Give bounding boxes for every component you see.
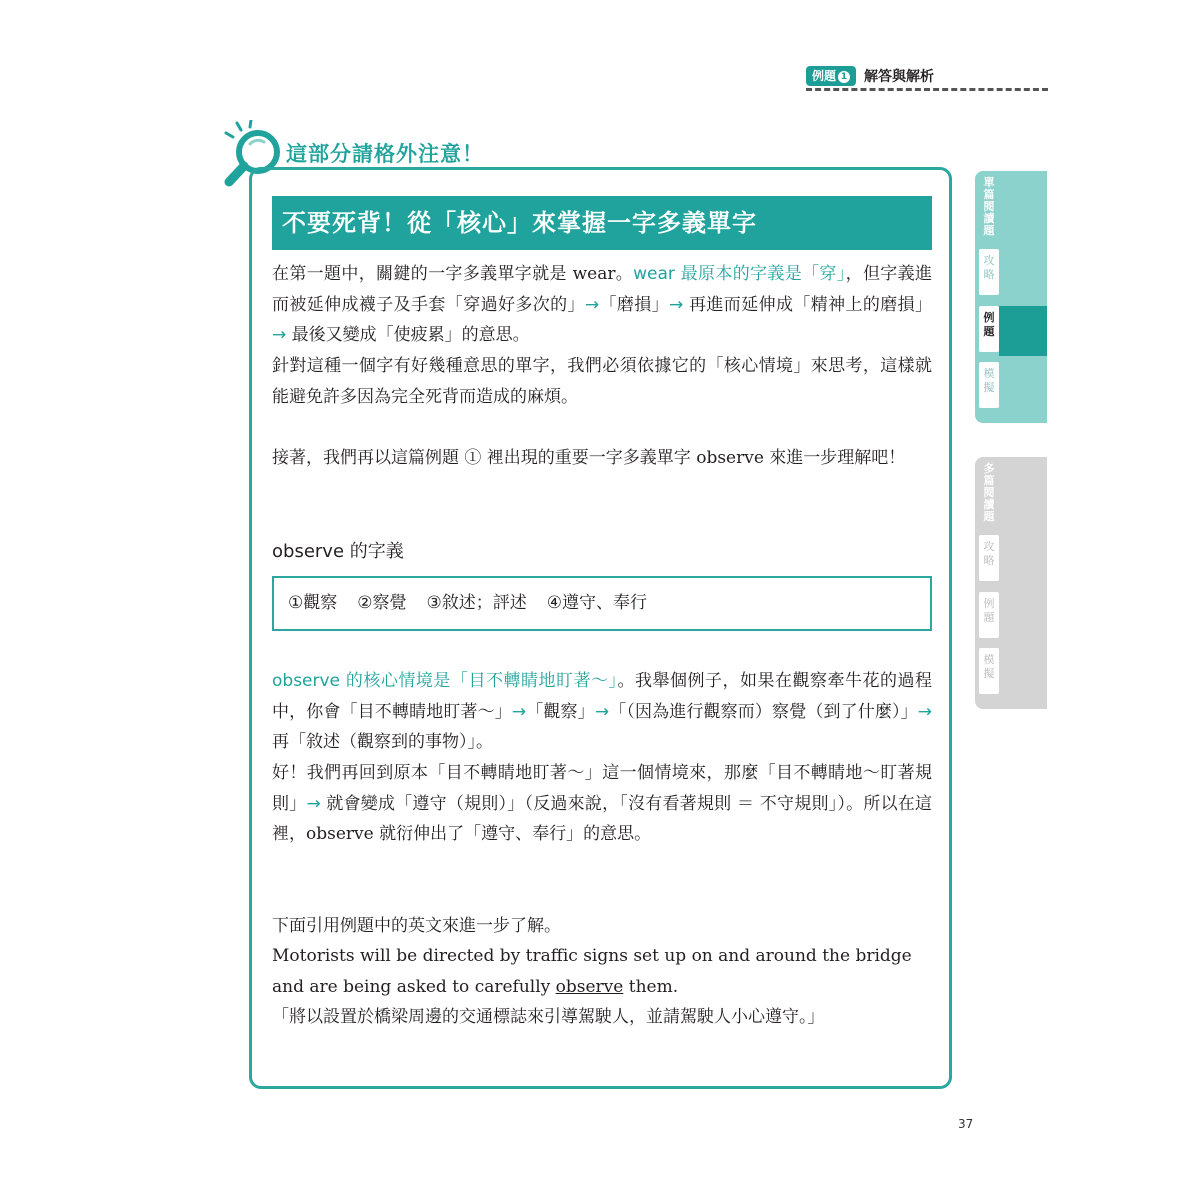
- para1-a: 在第一題中，關鍵的一字多義單字就是 wear。: [272, 264, 634, 284]
- meaning-item: ②察覺: [357, 593, 407, 613]
- arrow-icon: →: [594, 701, 610, 722]
- side-tab-single-reading[interactable]: [975, 171, 1047, 423]
- paragraph-quote-intro: 下面引用例題中的英文來進一步了解。: [272, 916, 561, 936]
- para4-b: 。我舉個例子，如果在觀察牽牛花的過程中，你會「目不轉睛地盯著～」: [272, 671, 933, 722]
- side-tab-heading: 多篇閱讀題: [983, 462, 995, 523]
- translation: 「將以設置於橋梁周邊的交通標誌來引導駕駛人，並請駕駛人小心遵守。」: [272, 1007, 825, 1027]
- section-header: [806, 65, 934, 87]
- side-tab-example[interactable]: 例題: [979, 306, 999, 352]
- side-tab-strategy[interactable]: 攻略: [979, 249, 999, 295]
- arrow-icon: →: [584, 294, 600, 315]
- arrow-icon: →: [917, 701, 933, 722]
- english-example: [272, 941, 932, 1002]
- para1-e: 「磨損」: [599, 294, 670, 315]
- side-tab-multi-reading[interactable]: [975, 457, 1047, 709]
- para4-h: 再「敘述（觀察到的事物）」。: [272, 732, 493, 752]
- paragraph-observe-intro: 接著，我們再以這篇例題 ① 裡出現的重要一字多義單字 observe 來進一步理解吧！: [272, 448, 906, 468]
- meaning-item: ③敘述；評述: [426, 593, 527, 613]
- paragraph-core-context: 針對這種一個字有好幾種意思的單字，我們必須依據它的「核心情境」來思考，這樣就能避免許多因為完全死背而造成的麻煩。: [272, 356, 932, 407]
- paragraph-observe-rules: [272, 758, 932, 850]
- side-tab-practice[interactable]: 模擬: [979, 362, 999, 408]
- meanings-box: [272, 576, 932, 631]
- active-tab-indicator: [999, 306, 1047, 356]
- meaning-item: ④遵守、奉行: [546, 593, 647, 613]
- arrow-icon: →: [511, 701, 527, 722]
- header-divider: [806, 88, 1048, 91]
- para4-a: observe 的核心情境是「目不轉睛地盯著～」: [272, 671, 618, 691]
- para1-g: 再進而延伸成「精神上的磨損」: [683, 294, 933, 315]
- english-a: Motorists will be directed by traffic signs set up on and around the bridge and are being asked to carefully: [272, 946, 912, 997]
- side-tab-practice[interactable]: 模擬: [979, 648, 999, 694]
- english-highlight: observe: [555, 976, 624, 997]
- paragraph-observe-core: [272, 666, 932, 758]
- side-tab-heading: 單篇閱讀題: [983, 176, 995, 237]
- english-c: them.: [623, 976, 679, 997]
- attention-heading: 這部分請格外注意！: [286, 142, 484, 166]
- example-badge-label: 例題: [812, 69, 837, 83]
- arrow-icon: →: [272, 325, 287, 345]
- banner-title: 不要死背！從「核心」來掌握一字多義單字: [272, 196, 932, 250]
- para1-b: wear 最原本的字義是「穿」: [633, 264, 846, 284]
- paragraph-wear: [272, 259, 932, 351]
- arrow-icon: →: [306, 793, 321, 814]
- para1-c: ，但字義進而被延伸成襪子及手套「穿過好多次的」: [272, 264, 932, 315]
- side-tab-example[interactable]: 例題: [979, 592, 999, 638]
- side-tab-strategy[interactable]: 攻略: [979, 535, 999, 581]
- para4-d: 「觀察」: [526, 701, 595, 722]
- example-number-circle: 1: [838, 71, 850, 83]
- section-title: 解答與解析: [864, 69, 935, 85]
- para5-c: 就會變成「遵守（規則）」（反過來說，「沒有看著規則 ＝ 不守規則」）。所以在這裡，observe 就衍伸出了「遵守、奉行」的意思。: [272, 793, 933, 844]
- para4-f: 「（因為進行觀察而）察覺（到了什麼）」: [609, 701, 918, 722]
- meanings-title: observe 的字義: [272, 541, 404, 562]
- para1-i: 最後又變成「使疲累」的意思。: [286, 325, 530, 345]
- arrow-icon: →: [669, 294, 684, 315]
- meaning-item: ①觀察: [288, 593, 338, 613]
- example-badge: [806, 66, 856, 86]
- para5-a: 好！我們再回到原本「目不轉睛地盯著～」這一個情境來，那麼「目不轉睛地～盯著規則」: [272, 763, 932, 814]
- page-number: 37: [958, 1117, 974, 1131]
